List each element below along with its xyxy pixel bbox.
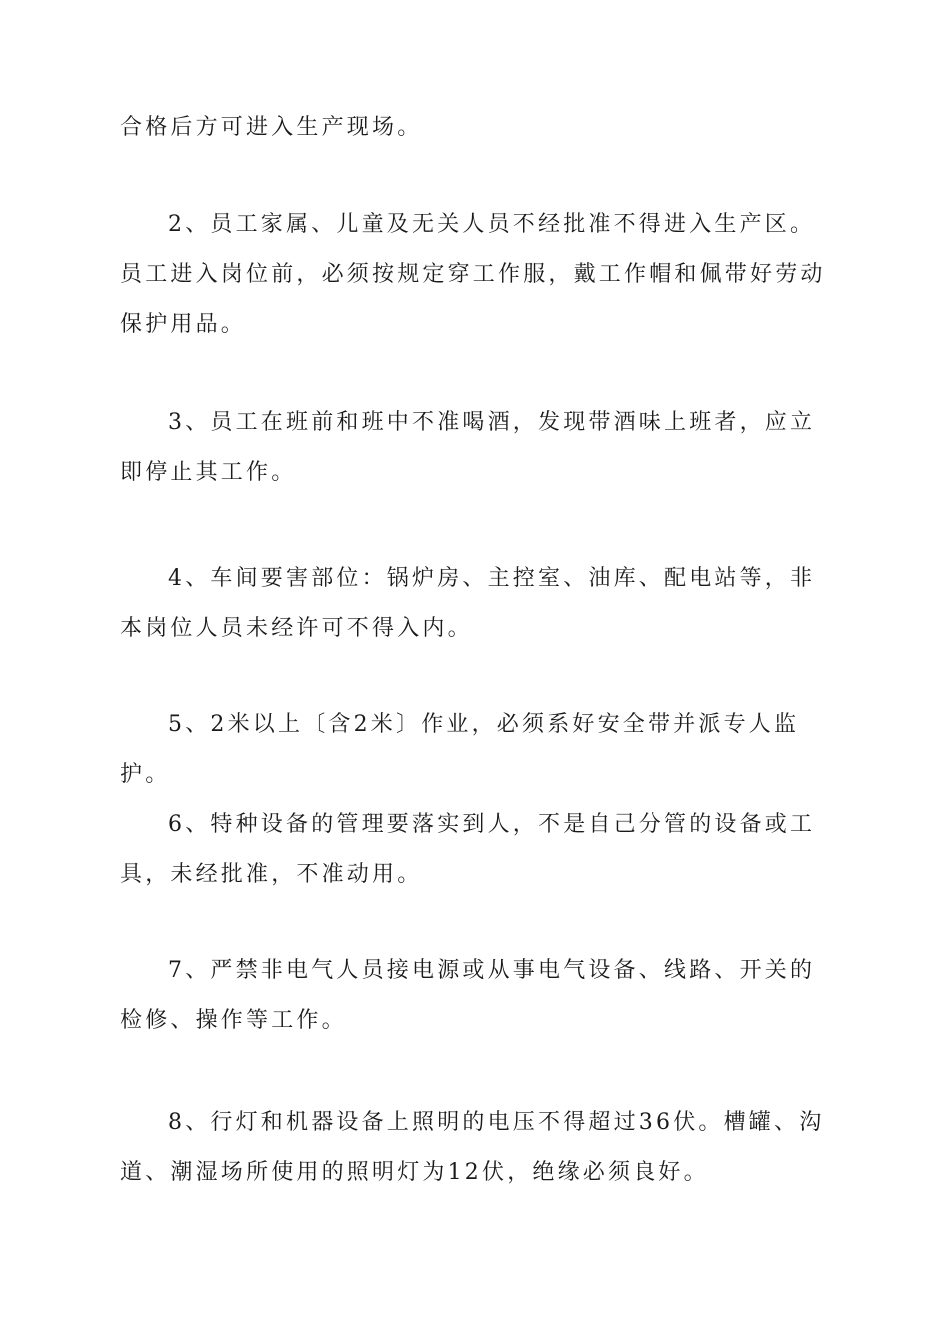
paragraph-item-8: 8、行灯和机器设备上照明的电压不得超过36伏。槽罐、沟道、潮湿场所使用的照明灯为12伏，绝缘必须良好。 — [120, 1110, 825, 1185]
paragraph-continuation: 合格后方可进入生产现场。 — [120, 115, 423, 140]
paragraph-item-7: 7、严禁非电气人员接电源或从事电气设备、线路、开关的检修、操作等工作。 — [120, 958, 816, 1033]
paragraph-item-6: 6、特种设备的管理要落实到人，不是自己分管的设备或工具，未经批准，不准动用。 — [120, 812, 816, 887]
paragraph-item-2: 2、员工家属、儿童及无关人员不经批准不得进入生产区。员工进入岗位前，必须按规定穿工作服，戴工作帽和佩带好劳动保护用品。 — [120, 212, 826, 337]
paragraph-item-5: 5、2米以上〔含2米〕作业，必须系好安全带并派专人监护。 — [120, 712, 800, 787]
paragraph-item-4: 4、车间要害部位：锅炉房、主控室、油库、配电站等，非本岗位人员未经许可不得入内。 — [120, 566, 816, 641]
paragraph-item-3: 3、员工在班前和班中不准喝酒，发现带酒味上班者，应立即停止其工作。 — [120, 410, 816, 485]
